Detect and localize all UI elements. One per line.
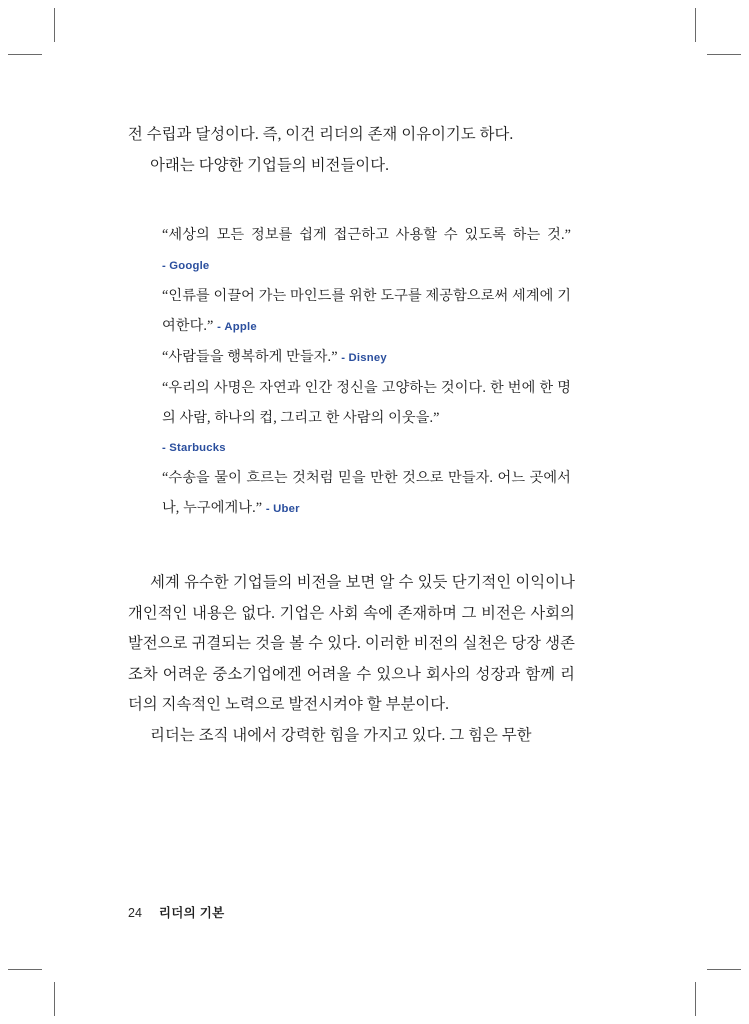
crop-mark-bottom-left-vertical: [54, 982, 55, 1016]
quote-item: [162, 373, 571, 433]
quote-text: “인류를 이끌어 가는 마인드를 위한 도구를 제공함으로써 세계에 기여한다.”: [162, 288, 571, 334]
quote-item: [162, 281, 571, 342]
body-paragraph: 세계 유수한 기업들의 비전을 보면 알 수 있듯 단기적인 이익이나 개인적인 내용은 없다. 기업은 사회 속에 존재하며 그 비전은 사회의 발전으로 귀결되는 것을 볼 수 있다. 이러한 비전의 실천은 당장 생존조차 어려운 중소기업에겐 어려울 수 있으나 회사의 성장과 함께 리더의 지속적인 노력으로 발전시켜야 할 부분이다.: [128, 574, 575, 713]
quote-text: “세상의 모든 정보를 쉽게 접근하고 사용할 수 있도록 하는 것.”: [162, 227, 571, 243]
quote-item: [162, 220, 571, 281]
crop-mark-bottom-left-horizontal: [8, 969, 42, 970]
page-footer: [128, 903, 225, 921]
quote-text: “우리의 사명은 자연과 인간 정신을 고양하는 것이다. 한 번에 한 명의 사람, 하나의 컵, 그리고 한 사람의 이웃을.”: [162, 380, 571, 426]
quote-attribution: - Disney: [341, 352, 387, 364]
page-number: 24: [128, 906, 142, 920]
quote-item: [162, 463, 571, 524]
quote-text: “수송을 물이 흐르는 것처럼 믿을 만한 것으로 만들자. 어느 곳에서나, 누구에게나.”: [162, 470, 571, 516]
paragraph-continuation: 전 수립과 달성이다. 즉, 이건 리더의 존재 이유이기도 하다.: [128, 126, 514, 143]
body-paragraph: 리더는 조직 내에서 강력한 힘을 가지고 있다. 그 힘은 무한: [150, 726, 532, 744]
running-head: 리더의 기본: [158, 906, 225, 920]
crop-mark-bottom-right-vertical: [695, 982, 696, 1016]
quote-attribution: - Starbucks: [162, 442, 226, 454]
body-text: [128, 568, 575, 751]
quote-attribution: - Uber: [265, 503, 300, 515]
quote-text: “사람들을 행복하게 만들자.”: [162, 349, 338, 365]
page-text-block: [128, 120, 575, 751]
crop-mark-top-right-vertical: [695, 8, 696, 42]
quote-attribution: - Apple: [217, 321, 257, 333]
quote-item: [162, 342, 571, 373]
paragraph-lead-in: 아래는 다양한 기업들의 비전들이다.: [150, 156, 390, 174]
quote-attribution: - Google: [162, 260, 210, 272]
crop-mark-top-left-horizontal: [8, 54, 42, 55]
crop-mark-top-right-horizontal: [707, 54, 741, 55]
quote-list: [128, 220, 575, 524]
crop-mark-top-left-vertical: [54, 8, 55, 42]
crop-mark-bottom-right-horizontal: [707, 969, 741, 970]
